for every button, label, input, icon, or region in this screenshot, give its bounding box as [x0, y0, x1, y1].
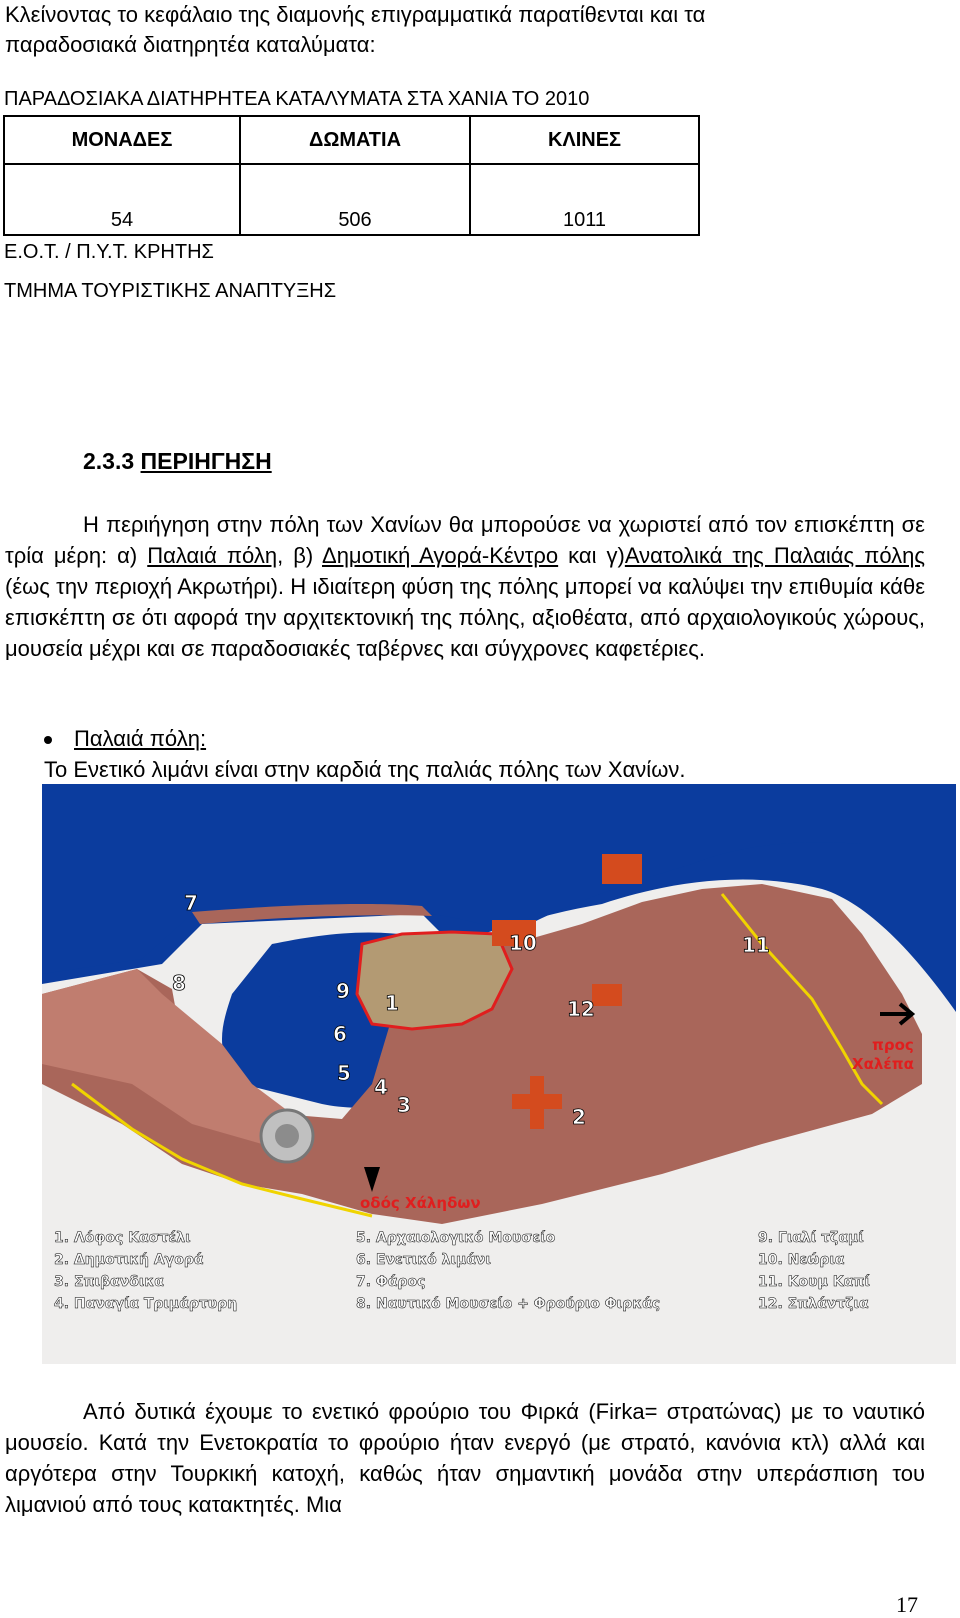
legend-item: 2. Δημοτική Αγορά	[54, 1252, 204, 1268]
link-old-town[interactable]: Παλαιά πόλη	[147, 543, 278, 568]
firka-paragraph	[5, 1396, 925, 1520]
old-town-map	[42, 784, 956, 1364]
map-splantzia-icon	[592, 984, 622, 1006]
marker-9: 9	[336, 979, 350, 1003]
link-market-center[interactable]: Δημοτική Αγορά-Κέντρο	[322, 543, 559, 568]
legend-item: 6. Ενετικό λιμάνι	[356, 1252, 491, 1268]
marker-2: 2	[572, 1105, 586, 1129]
para-text: Η περιήγηση στην πόλη των Χανίων θα μπορούσε να χωριστεί από τον επισκέπτη σε τρία μέρη: α)	[5, 512, 925, 568]
value-rooms: 506	[240, 164, 470, 235]
marker-7: 7	[184, 891, 198, 915]
table-source-1: Ε.Ο.Τ. / Π.Υ.Τ. ΚΡΗΤΗΣ	[4, 241, 214, 263]
section-heading	[83, 448, 272, 475]
marker-3: 3	[397, 1093, 411, 1117]
page-number: 17	[896, 1592, 918, 1617]
legend-item: 11. Κουμ Καπί	[758, 1274, 870, 1290]
legend-item: 12. Σπλάντζια	[758, 1296, 869, 1312]
value-beds: 1011	[470, 164, 699, 235]
bullet-label[interactable]: Παλαιά πόλη:	[74, 726, 207, 751]
accommodation-table	[3, 115, 700, 236]
section-number: 2.3.3	[83, 448, 135, 474]
marker-11: 11	[742, 933, 770, 957]
map-arrow-label-1: προς	[872, 1036, 914, 1054]
intro-paragraph	[5, 0, 885, 60]
para-text: , β)	[277, 543, 322, 568]
map-arrow-label-2: Χαλέπα	[852, 1055, 914, 1073]
legend-item: 7. Φάρος	[356, 1274, 426, 1290]
table-header-row	[4, 116, 699, 164]
legend-item: 8. Ναυτικό Μουσείο + Φρούριο Φιρκάς	[356, 1296, 661, 1312]
marker-8: 8	[172, 971, 186, 995]
bullet-text: Το Ενετικό λιμάνι είναι στην καρδιά της παλιάς πόλης των Χανίων.	[44, 757, 686, 782]
link-east-old-town[interactable]: Ανατολικά της Παλαιάς πόλης	[624, 543, 925, 568]
legend-item: 1. Λόφος Καστέλι	[54, 1230, 191, 1246]
para-text: (έως την περιοχή Ακρωτήρι). Η ιδιαίτερη φύση της πόλης μπορεί να καλύψει την επιθυμία κάθε επισκέπτη σε ότι αφορά την αρχιτεκτονική της πόλης, αξιοθέατα, από αρχαιολογικούς χώρους, μουσεία μέχρι και σε παραδοσιακές ταβέρνες και σύγχρονες καφετέριες.	[5, 574, 925, 661]
table-source-2: ΤΜΗΜΑ ΤΟΥΡΙΣΤΙΚΗΣ ΑΝΑΠΤΥΞΗΣ	[4, 280, 337, 302]
legend-item: 5. Αρχαιολογικό Μουσείο	[356, 1230, 556, 1246]
header-units: ΜΟΝΑΔΕΣ	[4, 116, 240, 164]
bullet-icon	[44, 736, 52, 744]
map-street-label: οδός Χάληδων	[360, 1194, 481, 1212]
marker-10: 10	[509, 931, 537, 955]
table-caption: ΠΑΡΑΔΟΣΙΑΚΑ ΔΙΑΤΗΡΗΤΕΑ ΚΑΤΑΛΥΜΑΤΑ ΣΤΑ ΧΑΝΙΑ ΤΟ 2010	[4, 88, 590, 110]
intro-line-1: Κλείνοντας το κεφάλαιο της διαμονής επιγραμματικά παρατίθενται και τα	[5, 2, 706, 27]
marker-12: 12	[567, 997, 595, 1021]
marker-1: 1	[385, 991, 399, 1015]
legend-item: 10. Νεώρια	[758, 1252, 845, 1268]
marker-5: 5	[337, 1061, 351, 1085]
table-row	[4, 164, 699, 235]
marker-4: 4	[374, 1075, 388, 1099]
section-title: ΠΕΡΙΗΓΗΣΗ	[140, 448, 272, 474]
map-koum-kapi-icon	[602, 854, 642, 884]
legend-item: 4. Παναγία Τριμάρτυρη	[54, 1296, 238, 1312]
para-text: Από δυτικά έχουμε το ενετικό φρούριο του Φιρκά (Firka= στρατώνας) με το ναυτικό μουσείο. Κατά την Ενετοκρατία το φρούριο ήταν ενεργό (με στρατό, κανόνια κτλ) αλλά και αργότερα στην Τουρκική κατοχή, καθώς ήταν σημαντική μονάδα στην υπεράσπιση του λιμανιού από τους κατακτητές. Μια	[5, 1399, 925, 1517]
para-text: και γ)	[558, 543, 625, 568]
intro-line-2: παραδοσιακά διατηρητέα καταλύματα:	[5, 32, 376, 57]
bullet-item	[44, 726, 206, 752]
legend-item: 9. Γιαλί τζαμί	[758, 1230, 864, 1246]
tour-paragraph	[5, 509, 925, 664]
marker-6: 6	[333, 1022, 347, 1046]
map-bastion-core	[275, 1124, 299, 1148]
value-units: 54	[4, 164, 240, 235]
header-beds: ΚΛΙΝΕΣ	[470, 116, 699, 164]
legend-item: 3. Σπιβανδικα	[54, 1274, 164, 1290]
header-rooms: ΔΩΜΑΤΙΑ	[240, 116, 470, 164]
